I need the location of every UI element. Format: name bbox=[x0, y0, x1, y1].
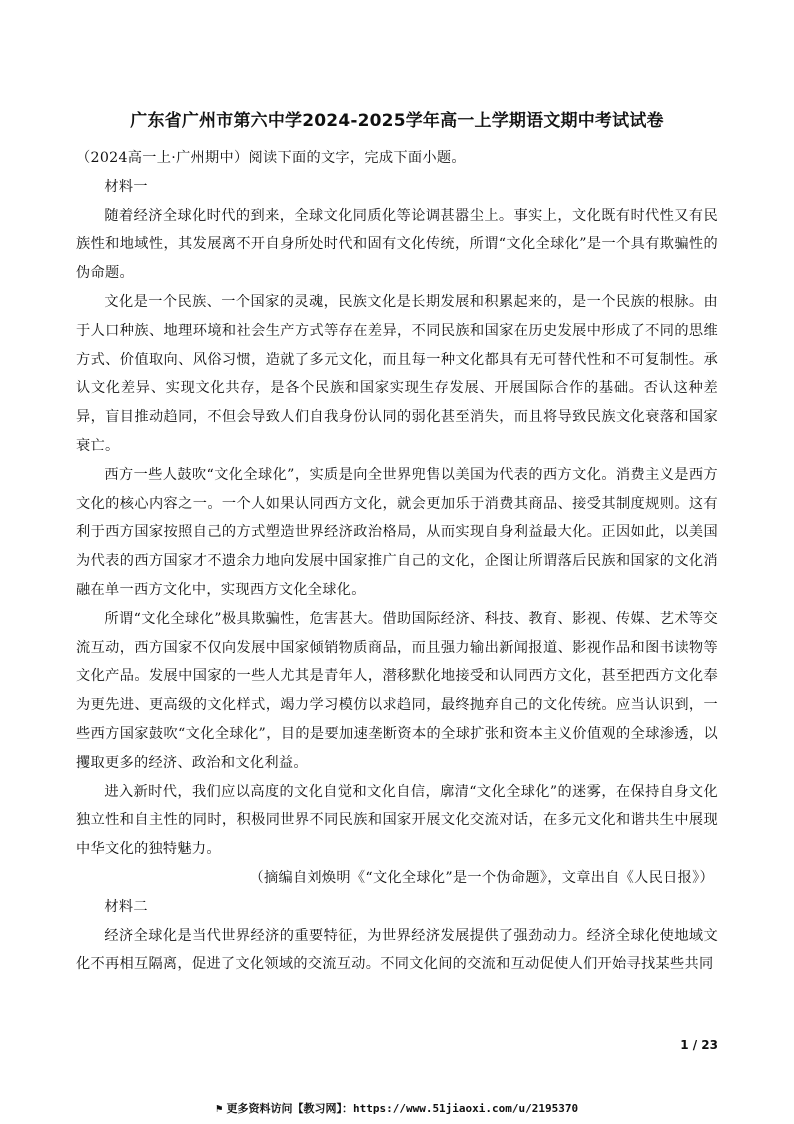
document-body bbox=[76, 144, 718, 979]
material1-paragraph-5: 进入新时代，我们应以高度的文化自觉和文化自信，廓清“文化全球化”的迷雾，在保持自身文化独立性和自主性的同时，积极同世界不同民族和国家开展文化交流对话，在多元文化和谐共生中展现中华文化的独特魅力。 bbox=[76, 783, 718, 858]
footer-banner bbox=[0, 1100, 794, 1116]
document-title: 广东省广州市第六中学2024-2025学年高一上学期语文期中考试试卷 bbox=[130, 111, 664, 131]
material1-paragraph-1: 随着经济全球化时代的到来，全球文化同质化等论调甚嚣尘上。事实上，文化既有时代性又有民族性和地域性，其发展离不开自身所处时代和固有文化传统，所谓“文化全球化”是一个具有欺骗性的伪命题。 bbox=[76, 207, 718, 282]
material2-heading: 材料二 bbox=[104, 898, 148, 915]
question-intro: （2024高一上·广州期中）阅读下面的文字，完成下面小题。 bbox=[76, 150, 466, 166]
material1-paragraph-3: 西方一些人鼓吹“文化全球化”，实质是向全世界兜售以美国为代表的西方文化。消费主义是西方文化的核心内容之一。一个人如果认同西方文化，就会更加乐于消费其商品、接受其制度规则。这有利于西方国家按照自己的方式塑造世界经济政治格局，从而实现自身利益最大化。正因如此，以美国为代表的西方国家才不遗余力地向发展中国家推广自己的文化，企图让所谓落后民族和国家的文化消融在单一西方文化中，实现西方文化全球化。 bbox=[76, 466, 718, 598]
footer-label: 更多资料访问【教习网】： bbox=[226, 1102, 353, 1115]
material1-paragraph-2: 文化是一个民族、一个国家的灵魂，民族文化是长期发展和积累起来的，是一个民族的根脉。由于人口种族、地理环境和社会生产方式等存在差异，不同民族和国家在历史发展中形成了不同的思维方式、价值取向、风俗习惯，造就了多元文化，而且每一种文化都具有无可替代性和不可复制性。承认文化差异、实现文化共存，是各个民族和国家实现生存发展、开展国际合作的基础。否认这种差异，盲目推动趋同，不但会导致人们自我身份认同的弱化甚至消失，而且将导致民族文化衰落和国家衰亡。 bbox=[76, 293, 718, 454]
flag-icon: ⚑ bbox=[215, 1102, 223, 1115]
material1-source: （摘编自刘焕明《“文化全球化”是一个伪命题》，文章出自《人民日报》） bbox=[249, 869, 714, 886]
material1-paragraph-4: 所谓“文化全球化”极具欺骗性，危害甚大。借助国际经济、科技、教育、影视、传媒、艺术等交流互动，西方国家不仅向发展中国家倾销物质商品，而且强力输出新闻报道、影视作品和图书读物等文化产品。发展中国家的一些人尤其是青年人，潜移默化地接受和认同西方文化，甚至把西方文化奉为更先进、更高级的文化样式，竭力学习模仿以求趋同，最终抛弃自己的文化传统。应当认识到，一些西方国家鼓吹“文化全球化”，目的是要加速垄断资本的全球扩张和资本主义价值观的全球渗透，以攫取更多的经济、政治和文化利益。 bbox=[76, 610, 718, 771]
material2-paragraph-1: 经济全球化是当代世界经济的重要特征，为世界经济发展提供了强劲动力。经济全球化使地域文化不再相互隔离，促进了文化领域的交流互动。不同文化间的交流和互动促使人们开始寻找某些共同 bbox=[76, 927, 718, 973]
page-number: 1 / 23 bbox=[680, 1038, 718, 1052]
footer-link[interactable]: https://www.51jiaoxi.com/u/2195370 bbox=[352, 1102, 579, 1115]
material1-heading: 材料一 bbox=[104, 178, 148, 195]
